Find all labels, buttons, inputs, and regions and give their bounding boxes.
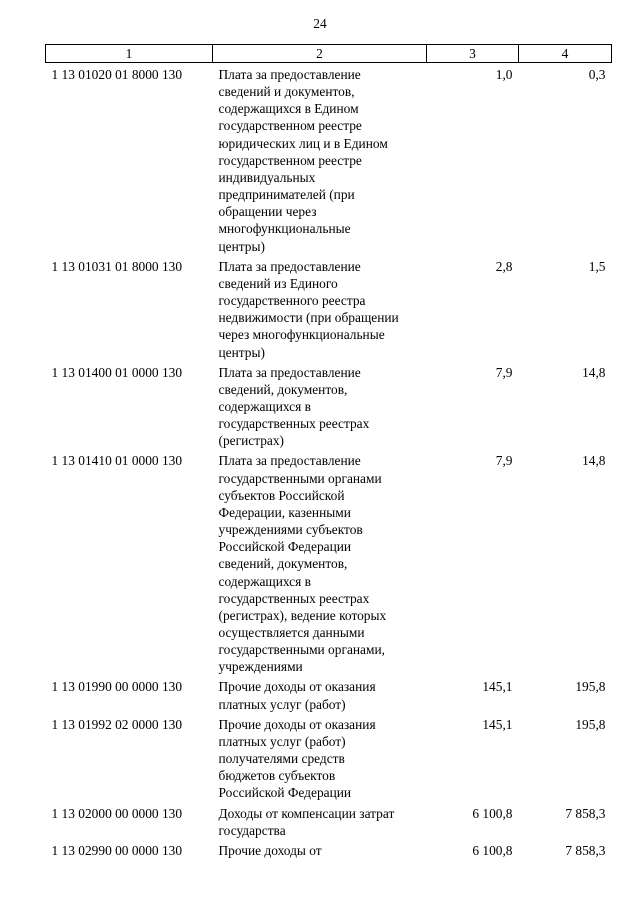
revenue-name-line: сведений, документов, <box>218 556 348 572</box>
amount-column-4: 0,3 <box>588 67 606 82</box>
revenue-name <box>213 63 427 255</box>
revenue-name-line: государственными органами <box>218 470 382 486</box>
revenue-name-line: Российской Федерации <box>218 785 352 801</box>
amount-column-3: 145,1 <box>482 716 513 732</box>
revenue-name-line: платных услуг (работ) <box>218 696 346 712</box>
column-header-4: 4 <box>519 45 612 63</box>
revenue-name-line: содержащихся в <box>218 398 311 414</box>
table-row <box>46 361 612 450</box>
revenue-name-line: сведений, документов, <box>218 381 348 397</box>
revenue-name-line: центры) <box>218 238 265 254</box>
table-row <box>46 713 612 802</box>
revenue-name-line: Российской Федерации <box>218 539 352 555</box>
column-number-header-row <box>46 45 612 63</box>
revenue-name-line: государственном реестре <box>218 152 362 168</box>
table-row <box>46 802 612 839</box>
revenue-name-line: получателями средств <box>218 751 345 767</box>
revenue-name <box>213 361 427 450</box>
budget-revenue-table <box>45 44 612 859</box>
amount-column-3: 145,1 <box>482 679 513 695</box>
budget-classification-code: 1 13 01400 01 0000 130 <box>51 364 183 380</box>
revenue-name-line: государственном реестре <box>218 118 362 134</box>
revenue-name-line: осуществляется данными <box>218 625 365 640</box>
amount-column-3: 7,9 <box>495 453 513 469</box>
amount-column-4: 195,8 <box>575 679 606 695</box>
amount-column-4: 7 858,3 <box>565 842 606 858</box>
table-row <box>46 675 612 712</box>
amount-column-3: 6 100,8 <box>472 842 513 858</box>
amount-column-4: 14,8 <box>582 453 606 469</box>
budget-classification-code: 1 13 01410 01 0000 130 <box>51 453 183 469</box>
revenue-name <box>213 839 427 859</box>
revenue-name-line: сведений из Единого <box>218 275 338 291</box>
table-body <box>46 63 612 860</box>
revenue-name-line: Доходы от компенсации затрат <box>218 805 395 821</box>
revenue-name-line: (регистрах) <box>218 433 285 449</box>
revenue-name-line: государства <box>218 822 286 838</box>
revenue-name <box>213 675 427 712</box>
amount-column-4: 14,8 <box>582 364 606 380</box>
revenue-name-line: недвижимости (при обращении <box>218 310 399 326</box>
column-header-3: 3 <box>427 45 519 63</box>
revenue-name-line: субъектов Российской <box>218 487 345 503</box>
revenue-name-line: государственными органами, <box>218 642 385 658</box>
revenue-name-line: центры) <box>218 344 265 360</box>
revenue-name <box>213 802 427 839</box>
revenue-name-line: предпринимателей (при <box>218 187 355 203</box>
revenue-name-line: Плата за предоставление <box>218 453 361 469</box>
revenue-name-line: Плата за предоставление <box>218 364 361 380</box>
revenue-name-line: государственного реестра <box>218 293 366 309</box>
revenue-name-line: сведений и документов, <box>218 84 355 100</box>
revenue-name-line: Плата за предоставление <box>218 258 361 274</box>
revenue-name-line: государственных реестрах <box>218 416 370 432</box>
budget-classification-code: 1 13 01990 00 0000 130 <box>51 679 183 695</box>
revenue-name-line: индивидуальных <box>218 169 316 185</box>
revenue-name-line: бюджетов субъектов <box>218 768 336 784</box>
revenue-name-line: юридических лиц и в Едином <box>218 135 388 151</box>
amount-column-4: 1,5 <box>588 258 606 274</box>
table-row <box>46 255 612 361</box>
budget-classification-code: 1 13 02000 00 0000 130 <box>51 805 183 821</box>
revenue-name-line: через многофункциональные <box>218 327 385 343</box>
amount-column-4: 7 858,3 <box>565 805 606 821</box>
revenue-name-line: Федерации, казенными <box>218 504 351 520</box>
amount-column-3: 6 100,8 <box>472 805 513 821</box>
revenue-name-line: содержащихся в Едином <box>218 101 359 117</box>
page-number: 24 <box>313 16 327 31</box>
revenue-name <box>213 255 427 361</box>
revenue-name-line: Прочие доходы от оказания <box>218 716 376 732</box>
amount-column-3: 2,8 <box>495 258 513 274</box>
budget-classification-code: 1 13 02990 00 0000 130 <box>51 842 183 858</box>
revenue-name-line: платных услуг (работ) <box>218 733 346 749</box>
column-header-1: 1 <box>46 45 213 63</box>
revenue-name-line: содержащихся в <box>218 573 311 589</box>
amount-column-3: 7,9 <box>495 364 513 380</box>
budget-classification-code: 1 13 01992 02 0000 130 <box>51 716 183 732</box>
revenue-name <box>213 449 427 675</box>
revenue-name-line: учреждениями субъектов <box>218 522 363 538</box>
revenue-name-line: обращении через <box>218 204 317 220</box>
table-row <box>46 63 612 255</box>
table-row <box>46 449 612 675</box>
revenue-name <box>213 713 427 802</box>
revenue-name-line: (регистрах), ведение которых <box>218 607 387 623</box>
budget-classification-code: 1 13 01020 01 8000 130 <box>51 67 183 82</box>
column-header-2: 2 <box>213 45 427 63</box>
revenue-name-line: Прочие доходы от <box>218 842 322 858</box>
revenue-name-line: государственных реестрах <box>218 590 370 606</box>
revenue-name-line: Прочие доходы от оказания <box>218 679 376 695</box>
revenue-name-line: многофункциональные <box>218 221 351 237</box>
table-row <box>46 839 612 859</box>
amount-column-3: 1,0 <box>495 67 513 82</box>
budget-classification-code: 1 13 01031 01 8000 130 <box>51 258 183 274</box>
revenue-name-line: учреждениями <box>218 659 303 675</box>
amount-column-4: 195,8 <box>575 716 606 732</box>
revenue-name-line: Плата за предоставление <box>218 67 361 82</box>
